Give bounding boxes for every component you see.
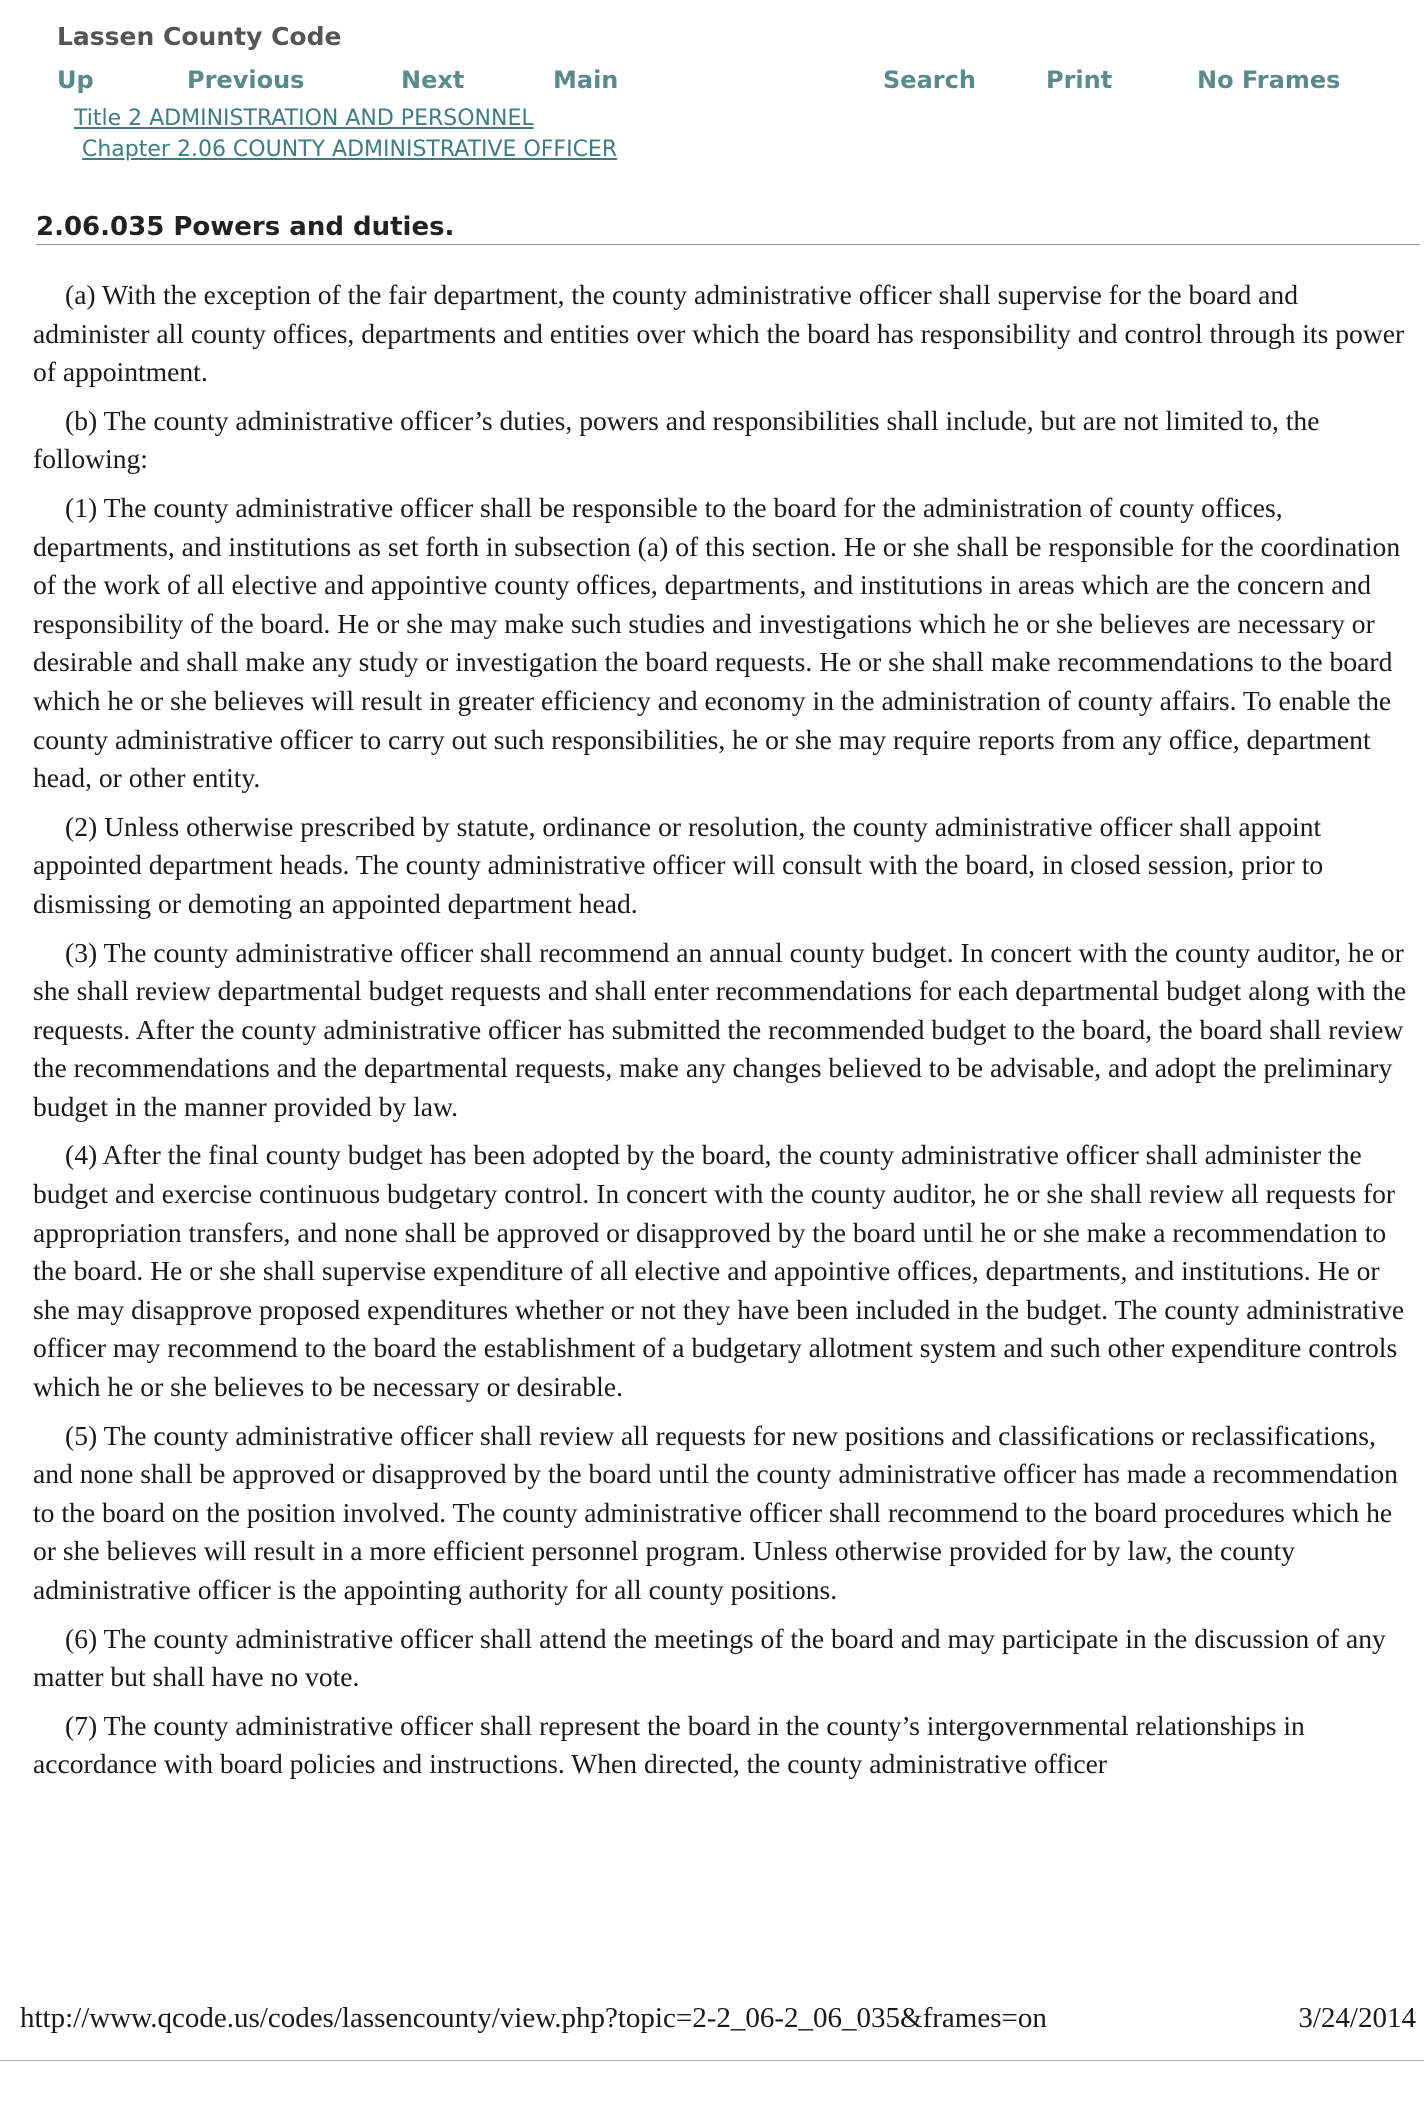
nav-no-frames-link[interactable]: No Frames	[1197, 66, 1341, 94]
nav-next-link[interactable]: Next	[401, 66, 465, 94]
paragraph-2: (2) Unless otherwise prescribed by statute, ordinance or resolution, the county administrative officer shall appoint appointed department heads. The county administrative officer will consult with the board, in closed session, prior to dismissing or demoting an appointed department head.	[33, 810, 1324, 919]
paragraph-3: (3) The county administrative officer shall recommend an annual county budget. In concert with the county auditor, he or she shall review departmental budget requests and shall enter recommendations for each departmental budget along with the requests. After the county administrative officer has submitted the recommended budget to the board, the board shall review the recommendations and the departmental requests, make any changes believed to be advisable, and adopt the preliminary budget in the manner provided by law.	[33, 936, 1407, 1122]
paragraph-1: (1) The county administrative officer shall be responsible to the board for the administration of county offices, departments, and institutions as set forth in subsection (a) of this section. He or she shall be responsible for the coordination of the work of all elective and appointive county offices, departments, and institutions in areas which are the concern and responsibility of the board. He or she may make such studies and investigations which he or she believes are necessary or desirable and shall make any study or investigation the board requests. He or she shall make recommendations to the board which he or she believes will result in greater efficiency and economy in the administration of county affairs. To enable the county administrative officer to carry out such responsibilities, he or she may require reports from any office, department head, or other entity.	[33, 491, 1401, 794]
paragraph-5: (5) The county administrative officer shall review all requests for new positions and classifications or reclassifications, and none shall be approved or disapproved by the board until the county administrative officer has made a recommendation to the board on the position involved. The county administrative officer shall recommend to the board procedures which he or she believes will result in a more efficient personnel program. Unless otherwise provided for by law, the county administrative officer is the appointing authority for all county positions.	[33, 1419, 1398, 1605]
section-divider	[36, 244, 1420, 245]
paragraph-4: (4) After the final county budget has been adopted by the board, the county administrative officer shall administer the budget and exercise continuous budgetary control. In concert with the county auditor, he or she shall review all requests for appropriation transfers, and none shall be approved or disapproved by the board until he or she make a recommendation to the board. He or she shall supervise expenditure of all elective and appointive offices, departments, and institutions. He or she may disapprove proposed expenditures whether or not they have been included in the budget. The county administrative officer may recommend to the board the establishment of a budgetary allotment system and such other expenditure controls which he or she believes to be necessary or desirable.	[33, 1139, 1405, 1403]
paragraph-a: (a) With the exception of the fair department, the county administrative officer shall supervise for the board and administer all county offices, departments and entities over which the board has responsibility and control through its power of appointment.	[33, 279, 1405, 388]
breadcrumb-chapter-link[interactable]: Chapter 2.06 COUNTY ADMINISTRATIVE OFFICER	[82, 137, 618, 162]
paragraph-7: (7) The county administrative officer shall represent the board in the county’s intergovernmental relationships in accordance with board policies and instructions. When directed, the county administrative officer	[33, 1709, 1305, 1780]
nav-previous-link[interactable]: Previous	[187, 66, 305, 94]
nav-print-link[interactable]: Print	[1046, 66, 1113, 94]
section-title: 2.06.035 Powers and duties.	[36, 212, 455, 242]
site-title: Lassen County Code	[57, 22, 342, 51]
paragraph-6: (6) The county administrative officer shall attend the meetings of the board and may participate in the discussion of any matter but shall have no vote.	[33, 1622, 1386, 1693]
breadcrumb-title-link[interactable]: Title 2 ADMINISTRATION AND PERSONNEL	[74, 106, 534, 131]
footer-date: 3/24/2014	[1298, 2002, 1416, 2034]
section-body	[33, 276, 1421, 1794]
footer-url: http://www.qcode.us/codes/lassencounty/view.php?topic=2-2_06-2_06_035&frames=on	[20, 2002, 1047, 2034]
nav-search-link[interactable]: Search	[883, 66, 976, 94]
footer-divider	[0, 2060, 1424, 2061]
nav-up-link[interactable]: Up	[57, 66, 94, 94]
paragraph-b: (b) The county administrative officer’s duties, powers and responsibilities shall include, but are not limited to, the following:	[33, 404, 1320, 475]
nav-main-link[interactable]: Main	[553, 66, 619, 94]
